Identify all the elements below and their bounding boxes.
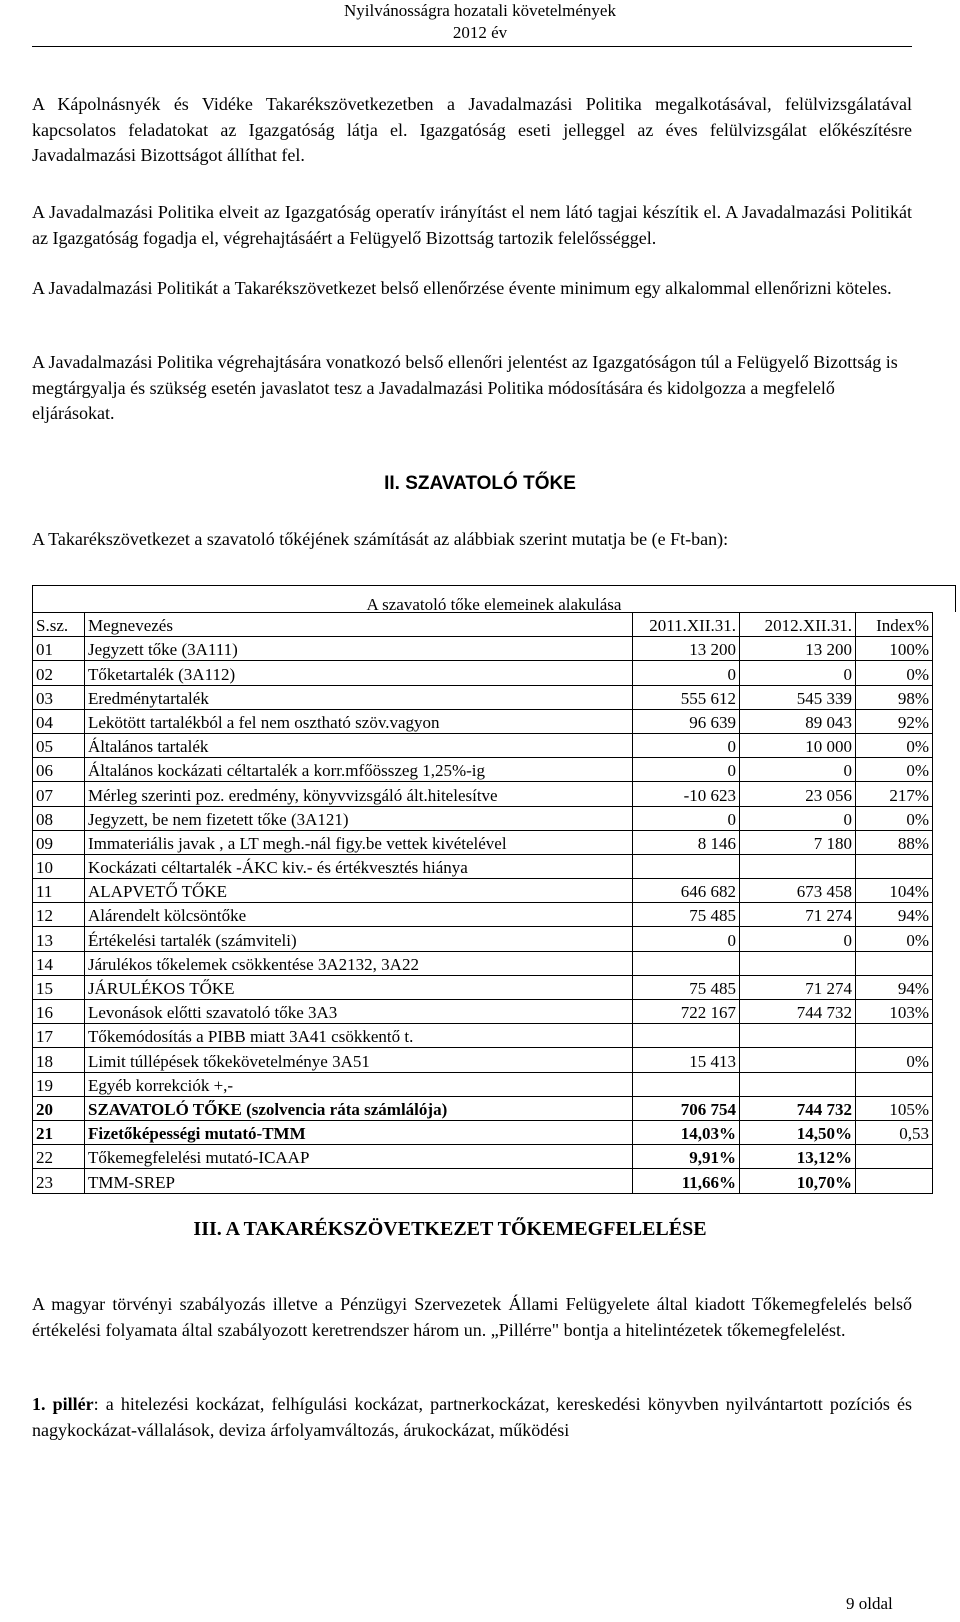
table-row: [33, 1145, 933, 1169]
row-label: Immateriális javak , a LT megh.-nál figy.be vettek kivételével: [85, 830, 633, 854]
table-row: [33, 782, 933, 806]
row-number: 17: [33, 1024, 85, 1048]
row-value-2012: [740, 1072, 856, 1096]
row-value-2011: 8 146: [633, 830, 740, 854]
row-number: 01: [33, 637, 85, 661]
row-label: Tőkemódosítás a PIBB miatt 3A41 csökkentő t.: [85, 1024, 633, 1048]
row-value-2011: 646 682: [633, 879, 740, 903]
header-divider: [32, 46, 912, 47]
row-number: 04: [33, 709, 85, 733]
table-header-row: [33, 613, 933, 637]
row-label: Jegyzett, be nem fizetett tőke (3A121): [85, 806, 633, 830]
table-row: [33, 903, 933, 927]
row-label: TMM-SREP: [85, 1169, 633, 1193]
row-value-2012: 744 732: [740, 1000, 856, 1024]
row-number: 14: [33, 951, 85, 975]
row-value-2011: 706 754: [633, 1096, 740, 1120]
row-value-2011: 0: [633, 758, 740, 782]
row-index: 100%: [856, 637, 933, 661]
row-label: Jegyzett tőke (3A111): [85, 637, 633, 661]
section-heading-capital-adequacy: III. A TAKARÉKSZÖVETKEZET TŐKEMEGFELELÉSE: [193, 1218, 707, 1240]
row-value-2011: 15 413: [633, 1048, 740, 1072]
row-value-2011: 13 200: [633, 637, 740, 661]
pillar-one-text: : a hitelezési kockázat, felhígulási kockázat, partnerkockázat, kereskedési könyvben nyilvántartott pozíciós és nagykockázat-vállalások, deviza árfolyamváltozás, árukockázat, működési: [32, 1394, 912, 1440]
header-title: Nyilvánosságra hozatali követelmények: [344, 1, 616, 20]
row-label: Tőkemegfelelési mutató-ICAAP: [85, 1145, 633, 1169]
row-index: [856, 1145, 933, 1169]
row-value-2011: 11,66%: [633, 1169, 740, 1193]
row-index: 0%: [856, 927, 933, 951]
paragraph-remuneration-intro: A Kápolnásnyék és Vidéke Takarékszövetkezetben a Javadalmazási Politika megalkotásával, felülvizsgálatával kapcsolatos feladatokat az Igazgatóság látja el. Igazgatóság eseti jelleggel az éves felülvizsgálat előkészítésre Javadalmazási Bizottságot állíthat fel.: [32, 94, 912, 165]
row-number: 23: [33, 1169, 85, 1193]
row-value-2011: [633, 1024, 740, 1048]
row-number: 16: [33, 1000, 85, 1024]
paragraph-pillars: A magyar törvényi szabályozás illetve a Pénzügyi Szervezetek Állami Felügyelete által kiadott Tőkemegfelelés belső értékelési folyamata által szabályozott keretrendszer három un. „Pillérre" bontja a hitelintézetek tőkemegfelelést.: [32, 1294, 912, 1340]
row-number: 13: [33, 927, 85, 951]
row-value-2012: 0: [740, 758, 856, 782]
header-year: 2012 év: [452, 23, 508, 42]
table-row: [33, 1169, 933, 1193]
row-value-2011: 0: [633, 661, 740, 685]
table-row: [33, 1072, 933, 1096]
row-index: 0%: [856, 733, 933, 757]
row-index: 0,53: [856, 1120, 933, 1144]
row-value-2011: 75 485: [633, 975, 740, 999]
row-label: Kockázati céltartalék -ÁKC kiv.- és értékvesztés hiánya: [85, 854, 633, 878]
row-index: 98%: [856, 685, 933, 709]
row-number: 22: [33, 1145, 85, 1169]
row-number: 15: [33, 975, 85, 999]
row-index: 104%: [856, 879, 933, 903]
column-header-name: Megnevezés: [85, 613, 633, 637]
row-index: 217%: [856, 782, 933, 806]
row-value-2011: 14,03%: [633, 1120, 740, 1144]
row-number: 20: [33, 1096, 85, 1120]
row-value-2012: 14,50%: [740, 1120, 856, 1144]
row-number: 11: [33, 879, 85, 903]
row-label: Járulékos tőkelemek csökkentése 3A2132, 3A22: [85, 951, 633, 975]
row-label: Mérleg szerinti poz. eredmény, könyvvizsgáló ált.hitelesítve: [85, 782, 633, 806]
row-label: Alárendelt kölcsöntőke: [85, 903, 633, 927]
table-row: [33, 1096, 933, 1120]
row-value-2012: 13 200: [740, 637, 856, 661]
row-value-2011: 722 167: [633, 1000, 740, 1024]
row-index: 94%: [856, 975, 933, 999]
table-row: [33, 927, 933, 951]
row-index: 0%: [856, 661, 933, 685]
row-label: Eredménytartalék: [85, 685, 633, 709]
row-value-2012: 71 274: [740, 975, 856, 999]
row-label: Értékelési tartalék (számviteli): [85, 927, 633, 951]
row-value-2012: 744 732: [740, 1096, 856, 1120]
column-header-2012: 2012.XII.31.: [740, 613, 856, 637]
table-row: [33, 806, 933, 830]
table-row: [33, 1000, 933, 1024]
row-value-2012: 0: [740, 927, 856, 951]
row-index: 0%: [856, 758, 933, 782]
row-value-2012: 545 339: [740, 685, 856, 709]
row-value-2011: 0: [633, 806, 740, 830]
row-value-2012: 673 458: [740, 879, 856, 903]
row-label: Általános kockázati céltartalék a korr.mfőösszeg 1,25%-ig: [85, 758, 633, 782]
row-index: [856, 854, 933, 878]
row-value-2011: [633, 1072, 740, 1096]
row-value-2012: 0: [740, 661, 856, 685]
table-row: [33, 733, 933, 757]
table-caption: A szavatoló tőke elemeinek alakulása: [32, 585, 956, 612]
document-header: [0, 0, 960, 44]
row-number: 06: [33, 758, 85, 782]
table-row: [33, 685, 933, 709]
row-number: 19: [33, 1072, 85, 1096]
row-label: Limit túllépések tőkekövetelménye 3A51: [85, 1048, 633, 1072]
row-value-2012: 10,70%: [740, 1169, 856, 1193]
row-index: 103%: [856, 1000, 933, 1024]
row-value-2011: 75 485: [633, 903, 740, 927]
row-label: Tőketartalék (3A112): [85, 661, 633, 685]
table-row: [33, 854, 933, 878]
row-number: 12: [33, 903, 85, 927]
row-index: 105%: [856, 1096, 933, 1120]
row-value-2012: [740, 1048, 856, 1072]
row-label: Általános tartalék: [85, 733, 633, 757]
row-number: 18: [33, 1048, 85, 1072]
row-value-2012: 0: [740, 806, 856, 830]
row-index: 88%: [856, 830, 933, 854]
row-value-2012: [740, 951, 856, 975]
row-value-2012: 13,12%: [740, 1145, 856, 1169]
row-index: [856, 1024, 933, 1048]
row-number: 09: [33, 830, 85, 854]
row-value-2011: [633, 951, 740, 975]
row-value-2011: -10 623: [633, 782, 740, 806]
paragraph-own-funds-intro: A Takarékszövetkezet a szavatoló tőkéjének számítását az alábbiak szerint mutatja be (e Ft-ban):: [32, 529, 729, 549]
row-label: ALAPVETŐ TŐKE: [85, 879, 633, 903]
row-index: 92%: [856, 709, 933, 733]
own-funds-table: [32, 612, 933, 1194]
paragraph-audit-report: A Javadalmazási Politika végrehajtására vonatkozó belső ellenőri jelentést az Igazgatóságon túl a Felügyelő Bizottság is megtárgyalja és szükség esetén javaslatot tesz a Javadalmazási Politika módosítására és kidolgozza a megfelelő eljárásokat.: [32, 352, 898, 423]
pillar-one-label: 1. pillér: [32, 1394, 94, 1414]
section-heading-own-funds: II. SZAVATOLÓ TŐKE: [384, 473, 576, 494]
row-value-2012: 7 180: [740, 830, 856, 854]
row-index: 0%: [856, 1048, 933, 1072]
row-label: Levonások előtti szavatoló tőke 3A3: [85, 1000, 633, 1024]
row-index: [856, 1072, 933, 1096]
row-value-2012: [740, 854, 856, 878]
row-label: Egyéb korrekciók +,-: [85, 1072, 633, 1096]
row-value-2012: 89 043: [740, 709, 856, 733]
table-row: [33, 637, 933, 661]
row-value-2011: [633, 854, 740, 878]
table-row: [33, 879, 933, 903]
column-header-number: S.sz.: [33, 613, 85, 637]
row-value-2011: 96 639: [633, 709, 740, 733]
row-number: 10: [33, 854, 85, 878]
paragraph-pillar-one: [32, 1392, 912, 1443]
page-number: 9 oldal: [846, 1594, 893, 1613]
row-label: JÁRULÉKOS TŐKE: [85, 975, 633, 999]
paragraph-internal-audit: A Javadalmazási Politikát a Takarékszövetkezet belső ellenőrzése évente minimum egy alkalommal ellenőrizni köteles.: [32, 278, 892, 298]
row-value-2012: 71 274: [740, 903, 856, 927]
table-row: [33, 709, 933, 733]
table-row: [33, 1024, 933, 1048]
row-number: 05: [33, 733, 85, 757]
table-row: [33, 661, 933, 685]
row-number: 21: [33, 1120, 85, 1144]
column-header-2011: 2011.XII.31.: [633, 613, 740, 637]
row-label: Lekötött tartalékból a fel nem osztható szöv.vagyon: [85, 709, 633, 733]
table-row: [33, 951, 933, 975]
row-index: [856, 1169, 933, 1193]
row-value-2012: [740, 1024, 856, 1048]
column-header-index: Index%: [856, 613, 933, 637]
table-row: [33, 830, 933, 854]
paragraph-remuneration-principles: A Javadalmazási Politika elveit az Igazgatóság operatív irányítást el nem látó tagjai készítik el. A Javadalmazási Politikát az Igazgatóság fogadja el, végrehajtásáért a Felügyelő Bizottság tartozik felelősséggel.: [32, 202, 912, 248]
row-index: [856, 951, 933, 975]
row-value-2012: 10 000: [740, 733, 856, 757]
row-index: 0%: [856, 806, 933, 830]
row-number: 08: [33, 806, 85, 830]
row-index: 94%: [856, 903, 933, 927]
table-row: [33, 1120, 933, 1144]
row-number: 03: [33, 685, 85, 709]
row-number: 07: [33, 782, 85, 806]
table-row: [33, 975, 933, 999]
row-label: SZAVATOLÓ TŐKE (szolvencia ráta számlálója): [85, 1096, 633, 1120]
table-row: [33, 1048, 933, 1072]
row-value-2011: 0: [633, 733, 740, 757]
row-value-2011: 555 612: [633, 685, 740, 709]
row-number: 02: [33, 661, 85, 685]
row-value-2012: 23 056: [740, 782, 856, 806]
row-value-2011: 9,91%: [633, 1145, 740, 1169]
row-value-2011: 0: [633, 927, 740, 951]
table-row: [33, 758, 933, 782]
row-label: Fizetőképességi mutató-TMM: [85, 1120, 633, 1144]
